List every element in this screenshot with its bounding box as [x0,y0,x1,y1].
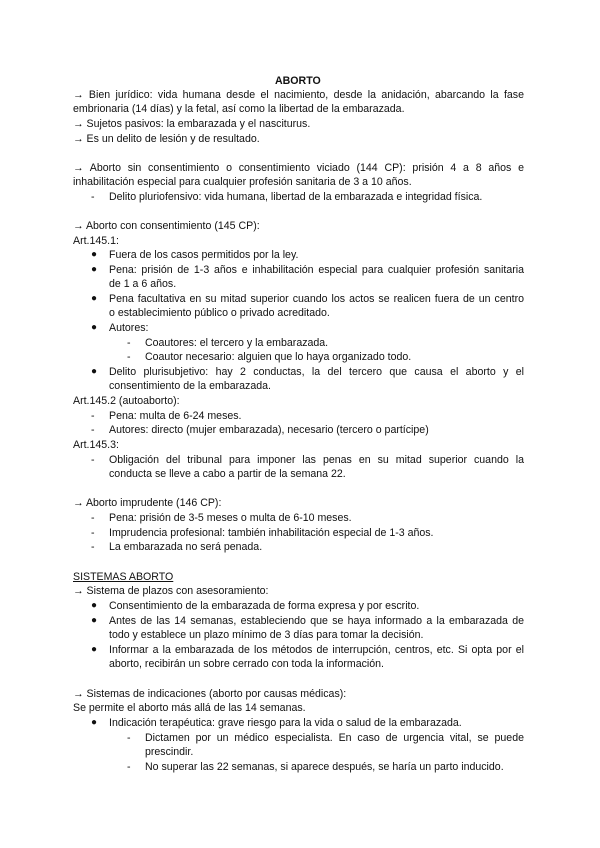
sub-list-item: Coautores: el tercero y la embarazada. [145,337,329,349]
list-item: o establecimiento público o privado acreditado. [109,307,330,319]
dash-marker: - [91,191,95,203]
list-item: Fuera de los casos permitidos por la ley. [109,249,299,261]
dash-marker: - [91,410,95,422]
section-heading: → Aborto imprudente (146 CP): [73,497,222,509]
list-item: Obligación del tribunal para imponer las penas en su mitad superior cuando la [109,454,524,466]
dash-marker: - [91,512,95,524]
bullet-icon: ● [91,717,98,728]
sub-list-item: Dictamen por un médico especialista. En caso de urgencia vital, se puede [145,732,524,744]
bullet-icon: ● [91,249,98,260]
list-item: Consentimiento de la embarazada de forma expresa y por escrito. [109,600,420,612]
bullet-icon: ● [91,615,98,626]
dash-marker: - [91,527,95,539]
sub-list-item: Coautor necesario: alguien que lo haya organizado todo. [145,351,412,363]
article-label: Art.145.3: [73,439,119,451]
section-heading: SISTEMAS ABORTO [73,571,174,583]
list-item: Autores: directo (mujer embarazada), necesario (tercero o partícipe) [109,424,429,436]
document-title: ABORTO [275,75,321,87]
list-item: Informar a la embarazada de los métodos de interrupción, centros, etc. Si opta por el [109,644,524,656]
list-item: todo y establece un plazo mínimo de 3 días para tomar la decisión. [109,629,424,641]
list-item: aborto, recibirán un sobre cerrado con toda la información. [109,658,385,670]
dash-marker: - [91,541,95,553]
intro-line: → Sujetos pasivos: la embarazada y el nasciturus. [73,118,311,130]
paragraph-line: Se permite el aborto más allá de las 14 semanas. [73,702,306,714]
list-item: Delito plurisubjetivo: hay 2 conductas, la del tercero que causa el aborto y el [109,366,524,378]
dash-marker: - [127,761,131,773]
bullet-icon: ● [91,322,98,333]
list-item: Pena: prisión de 1-3 años e inhabilitación especial para cualquier profesión sanitaria [109,264,524,276]
list-item: consentimiento de la embarazada. [109,380,271,392]
subsection-heading: → Sistemas de indicaciones (aborto por causas médicas): [73,688,347,700]
list-item: Imprudencia profesional: también inhabilitación especial de 1-3 años. [109,527,434,539]
intro-line: → Es un delito de lesión y de resultado. [73,133,260,145]
intro-line: → Bien jurídico: vida humana desde el nacimiento, desde la anidación, abarcando la fase [73,89,524,101]
list-item: La embarazada no será penada. [109,541,263,553]
bullet-icon: ● [91,264,98,275]
sin-consentimiento-line: inhabilitación especial para cualquier profesión sanitaria de 3 a 10 años. [73,176,412,188]
sin-consentimiento-line: → Aborto sin consentimiento o consentimiento viciado (144 CP): prisión 4 a 8 años e [73,162,524,174]
list-item: conducta se lleve a cabo a partir de la semana 22. [109,468,346,480]
dash-marker: - [91,424,95,436]
list-item: Delito pluriofensivo: vida humana, libertad de la embarazada e integridad física. [109,191,483,203]
bullet-icon: ● [91,366,98,377]
list-item: Antes de las 14 semanas, estableciendo que se haya informado a la embarazada de [109,615,524,627]
subsection-heading: → Sistema de plazos con asesoramiento: [73,585,269,597]
article-label: Art.145.2 (autoaborto): [73,395,180,407]
sub-list-item: prescindir. [145,746,194,758]
list-item: Pena: prisión de 3-5 meses o multa de 6-10 meses. [109,512,352,524]
bullet-icon: ● [91,293,98,304]
list-item: Autores: [109,322,149,334]
bullet-icon: ● [91,644,98,655]
list-item: Indicación terapéutica: grave riesgo para la vida o salud de la embarazada. [109,717,462,729]
list-item: de 1 a 6 años. [109,278,177,290]
dash-marker: - [127,337,131,349]
intro-line: embrionaria (14 días) y la fetal, así como la libertad de la embarazada. [73,103,405,115]
dash-marker: - [127,351,131,363]
article-label: Art.145.1: [73,235,119,247]
dash-marker: - [91,454,95,466]
bullet-icon: ● [91,600,98,611]
sub-list-item: No superar las 22 semanas, si aparece después, se haría un parto inducido. [145,761,504,773]
list-item: Pena: multa de 6-24 meses. [109,410,242,422]
section-heading: → Aborto con consentimiento (145 CP): [73,220,260,232]
dash-marker: - [127,732,131,744]
list-item: Pena facultativa en su mitad superior cuando los actos se realicen fuera de un centro [109,293,524,305]
